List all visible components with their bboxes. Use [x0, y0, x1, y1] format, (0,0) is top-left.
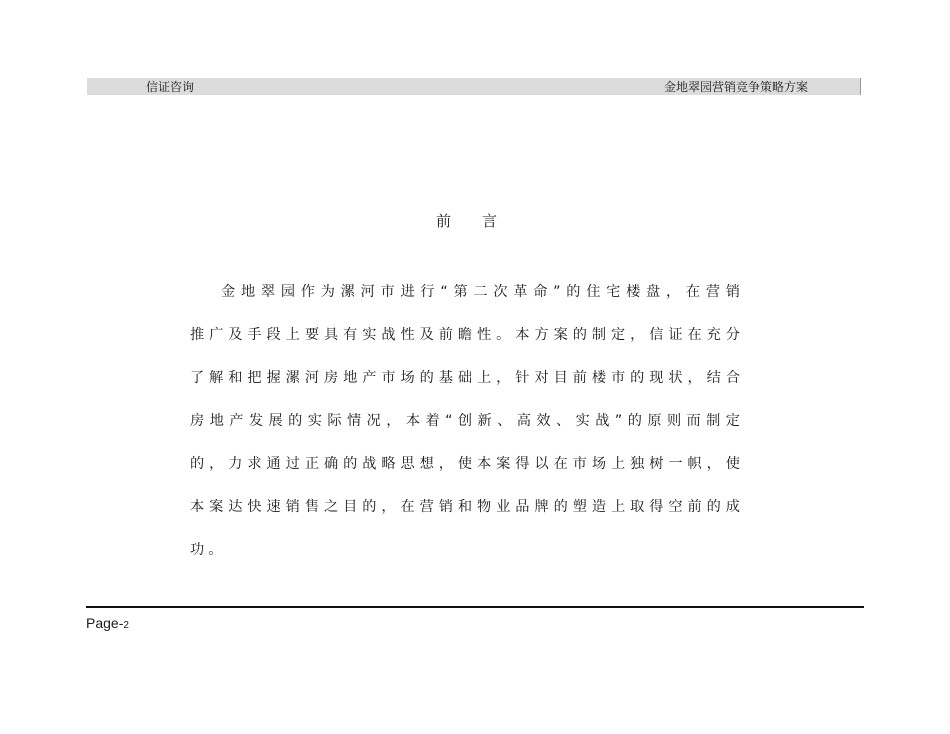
paragraph-line-4: 房地产发展的实际情况，本着“创新、高效、实战”的原则而制定 [190, 413, 740, 429]
footer-divider [86, 606, 864, 608]
page-header [87, 78, 861, 95]
body-paragraph [190, 280, 740, 581]
paragraph-line-1: 金地翠园作为漯河市进行“第二次革命”的住宅楼盘，在营销 [221, 284, 740, 300]
paragraph-line-2: 推广及手段上要具有实战性及前瞻性。本方案的制定，信证在充分 [190, 327, 740, 343]
header-company: 信证咨询 [146, 80, 195, 94]
page-number: 2 [123, 620, 129, 631]
paragraph-line-6: 本案达快速销售之目的，在营销和物业品牌的塑造上取得空前的成 [190, 499, 740, 515]
section-title: 前言 [436, 212, 529, 230]
page-footer [86, 614, 129, 635]
paragraph-line-3: 了解和把握漯河房地产市场的基础上，针对目前楼市的现状，结合 [190, 370, 740, 386]
page-prefix: Page- [86, 615, 124, 631]
paragraph-line-7: 功。 [190, 542, 227, 558]
header-document-title: 金地翠园营销竞争策略方案 [663, 80, 808, 94]
paragraph-line-5: 的，力求通过正确的战略思想，使本案得以在市场上独树一帜，使 [190, 456, 740, 472]
